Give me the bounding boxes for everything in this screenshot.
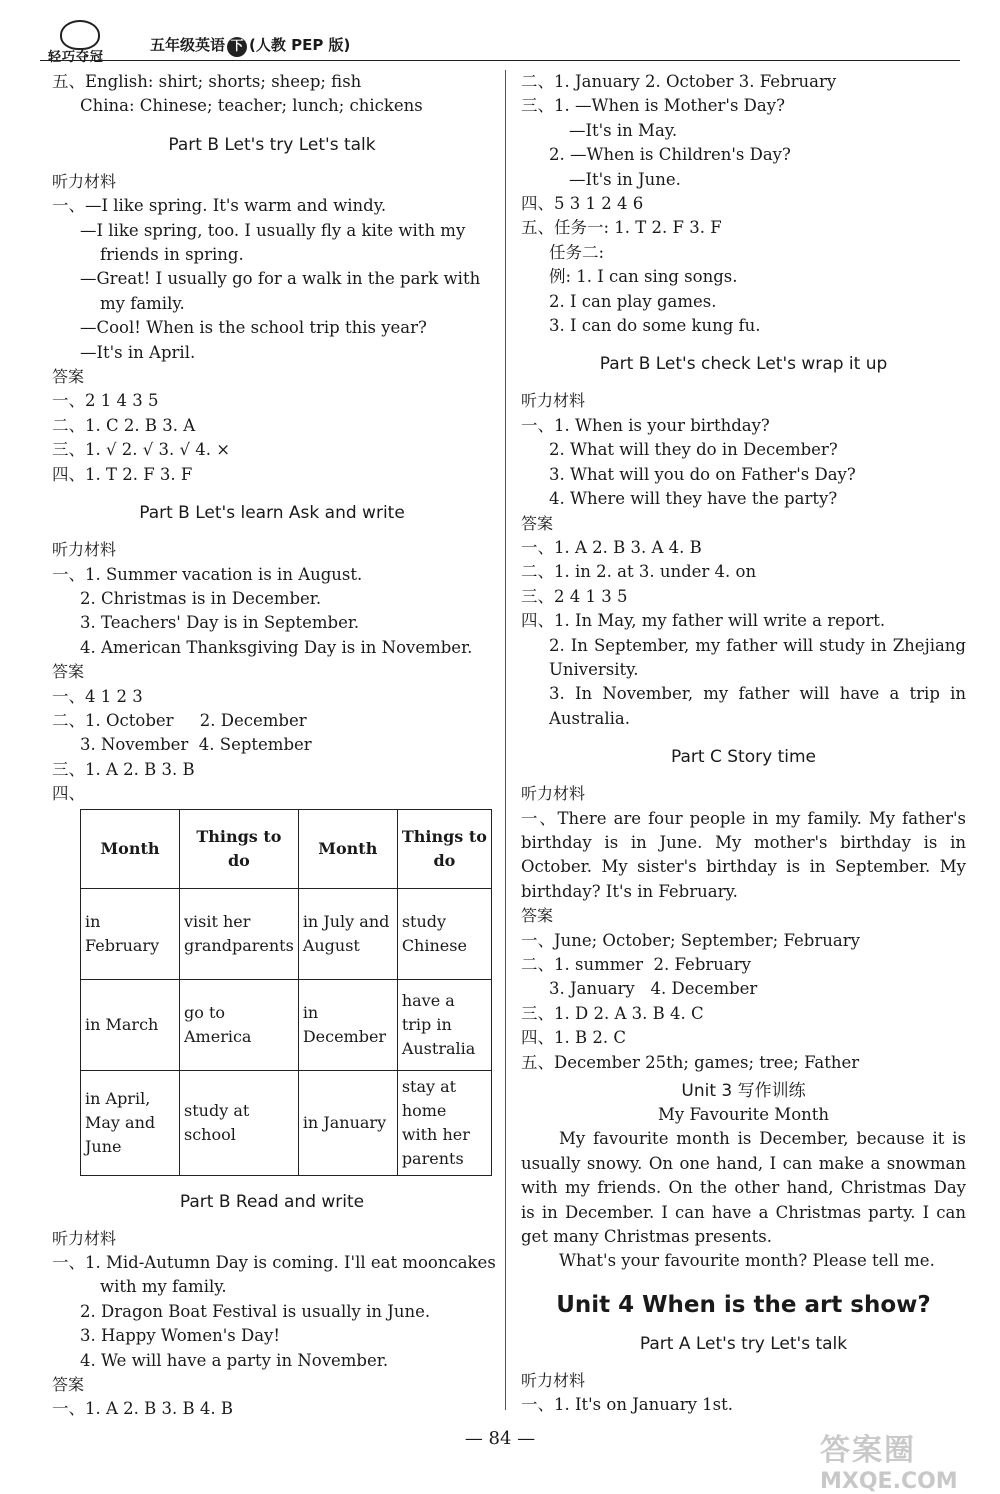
transcript-line: my family. — [100, 293, 185, 313]
table-cell: go to America — [180, 979, 299, 1070]
header-rule — [40, 60, 960, 61]
transcript-line: with my family. — [100, 1277, 227, 1297]
grade-label: 五年级英语 — [150, 36, 226, 54]
answer-line: 二、1. January 2. October 3. February — [521, 72, 837, 91]
answers-label: 答案 — [52, 1375, 85, 1394]
answer-line: —It's in June. — [569, 169, 681, 189]
section-title: Part C Story time — [671, 747, 816, 768]
answer-line: 五、English: shirt; shorts; sheep; fish — [52, 72, 362, 91]
table-cell: in February — [81, 888, 180, 979]
section-title: Part B Let's learn Ask and write — [139, 503, 405, 524]
answer-line: 三、1. —When is Mother's Day? — [521, 96, 785, 116]
transcript-line: 一、1. It's on January 1st. — [521, 1395, 734, 1415]
answer-line: 一、June; October; September; February — [521, 930, 860, 950]
table-cell: have a trip in Australia — [397, 979, 491, 1070]
left-column — [52, 70, 496, 1422]
answers-label: 答案 — [521, 513, 554, 533]
table-header: Month — [298, 809, 397, 888]
section-title: Part A Let's try Let's talk — [639, 1333, 848, 1354]
transcript-line: —Cool! When is the school trip this year? — [80, 318, 427, 338]
brand-logo — [48, 20, 138, 65]
transcript-line: 2. What will they do in December? — [549, 440, 838, 460]
transcript-line: 3. Happy Women's Day! — [80, 1326, 280, 1346]
table-cell: study Chinese — [397, 888, 491, 979]
transcript-line: 4. American Thanksgiving Day is in November. — [80, 637, 473, 657]
table-row — [81, 888, 492, 979]
answer-line: 3. I can do some kung fu. — [549, 316, 761, 336]
unit-heading: Unit 4 When is the art show? — [556, 1291, 931, 1318]
table-cell: in January — [298, 1070, 397, 1175]
transcript-line: —Great! I usually go for a walk in the park with — [80, 269, 481, 289]
essay-paragraph: My favourite month is December, because it is usually snowy. On one hand, I can make a snowman with my friends. On the other hand, Christmas Day is in December. I can have a Christmas party. I can get many Christmas presents. — [521, 1129, 966, 1247]
transcript-line: 一、1. Summer vacation is in August. — [52, 564, 363, 584]
answer-line: 一、1. A 2. B 3. A 4. B — [521, 537, 702, 557]
transcript-line: 3. Teachers' Day is in September. — [80, 613, 360, 633]
transcript-line: 一、—I like spring. It's warm and windy. — [52, 196, 387, 216]
listening-label: 听力材料 — [521, 1370, 586, 1390]
column-divider — [505, 70, 506, 1410]
right-column — [521, 70, 966, 1418]
answer-line: 二、1. in 2. at 3. under 4. on — [521, 562, 757, 582]
table-cell: in March — [81, 979, 180, 1070]
answer-line: 四、 — [52, 784, 85, 804]
section-title: Unit 3 写作训练 — [681, 1081, 806, 1102]
table-header: Things to do — [180, 809, 299, 888]
table-cell: in July and August — [298, 888, 397, 979]
answer-line: 二、1. C 2. B 3. A — [52, 415, 196, 435]
table-cell: in December — [298, 979, 397, 1070]
transcript-line: friends in spring. — [100, 245, 244, 265]
answers-label: 答案 — [52, 367, 85, 387]
answer-line: 三、2 4 1 3 5 — [521, 586, 628, 606]
table-row — [81, 979, 492, 1070]
section-title: Part B Read and write — [179, 1191, 365, 1212]
answer-line: 四、5 3 1 2 4 6 — [521, 194, 644, 214]
transcript-line: 4. We will have a party in November. — [80, 1350, 389, 1370]
watermark — [820, 1425, 990, 1494]
listening-label: 听力材料 — [521, 391, 586, 411]
transcript-line: 2. Dragon Boat Festival is usually in June. — [80, 1301, 431, 1321]
transcript-line: 3. What will you do on Father's Day? — [549, 464, 856, 484]
transcript-line: —It's in April. — [80, 342, 196, 362]
page-number: — 84 — — [464, 1428, 536, 1449]
table-header: Things to do — [397, 809, 491, 888]
transcript-line: 一、1. Mid-Autumn Day is coming. I'll eat mooncakes — [52, 1252, 496, 1272]
transcript-paragraph: 一、There are four people in my family. My father's birthday is in June. My mother's birthday is in October. My sister's birthday is in September. My birthday? It's in February. — [521, 808, 966, 901]
watermark-text: 答案圈 — [820, 1433, 916, 1468]
listening-label: 听力材料 — [52, 1228, 117, 1248]
listening-label: 听力材料 — [52, 540, 117, 560]
answer-line: 一、4 1 2 3 — [52, 686, 143, 706]
edition-label: (人教 PEP 版) — [249, 36, 351, 54]
table-cell: stay at home with her parents — [397, 1070, 491, 1175]
answer-line: 三、1. D 2. A 3. B 4. C — [521, 1003, 704, 1023]
answer-line: 3. January 4. December — [549, 979, 758, 999]
answer-line: 五、December 25th; games; tree; Father — [521, 1052, 860, 1072]
table-header: Month — [81, 809, 180, 888]
table-cell: study at school — [180, 1070, 299, 1175]
answer-line: 任务二: — [549, 242, 605, 262]
answer-line: 2. In September, my father will study in Zhejiang University. — [549, 635, 966, 679]
listening-label: 听力材料 — [521, 784, 586, 804]
answer-line: 四、1. B 2. C — [521, 1028, 626, 1048]
answer-line: 2. I can play games. — [549, 291, 717, 311]
answer-line: 一、1. A 2. B 3. B 4. B — [52, 1399, 233, 1419]
page-header — [40, 20, 960, 65]
section-title: Part B Let's check Let's wrap it up — [599, 354, 888, 375]
book-title — [150, 34, 350, 57]
answer-line: 五、任务一: 1. T 2. F 3. F — [521, 218, 722, 238]
answer-line: 一、2 1 4 3 5 — [52, 391, 159, 411]
answer-line: 三、1. A 2. B 3. B — [52, 759, 195, 779]
transcript-line: 4. Where will they have the party? — [549, 489, 838, 509]
section-title: Part B Let's try Let's talk — [168, 134, 376, 155]
essay-paragraph: What's your favourite month? Please tell me. — [559, 1251, 935, 1271]
answer-line: China: Chinese; teacher; lunch; chickens — [80, 96, 423, 116]
transcript-line: —I like spring, too. I usually fly a kite with my — [80, 220, 466, 240]
table-cell: visit her grandparents — [180, 888, 299, 979]
answers-label: 答案 — [52, 662, 85, 682]
transcript-line: 一、1. When is your birthday? — [521, 415, 770, 435]
table-row — [81, 1070, 492, 1175]
answer-line: 二、1. summer 2. February — [521, 955, 751, 974]
transcript-line: 2. Christmas is in December. — [80, 588, 322, 608]
answer-line: 2. —When is Children's Day? — [549, 145, 791, 165]
answers-label: 答案 — [521, 906, 554, 926]
answer-line: 四、1. T 2. F 3. F — [52, 464, 193, 484]
table-header-row — [81, 809, 492, 888]
answer-line: —It's in May. — [569, 120, 678, 140]
volume-badge: 下 — [227, 37, 247, 57]
essay-title: My Favourite Month — [657, 1105, 830, 1125]
listening-label: 听力材料 — [52, 171, 117, 191]
answer-line: 3. In November, my father will have a trip in Australia. — [549, 684, 966, 728]
brand-name: 轻巧夺冠 — [48, 50, 105, 65]
answer-line: 例: 1. I can sing songs. — [549, 267, 738, 287]
answer-line: 三、1. √ 2. √ 3. √ 4. × — [52, 440, 231, 460]
answer-line: 四、1. In May, my father will write a report. — [521, 611, 886, 631]
answer-line: 3. November 4. September — [80, 735, 312, 755]
schedule-table — [80, 809, 492, 1176]
answer-line: 二、1. October 2. December — [52, 710, 307, 730]
table-cell: in April, May and June — [81, 1070, 180, 1175]
watermark-url: MXQE.COM — [820, 1469, 958, 1494]
